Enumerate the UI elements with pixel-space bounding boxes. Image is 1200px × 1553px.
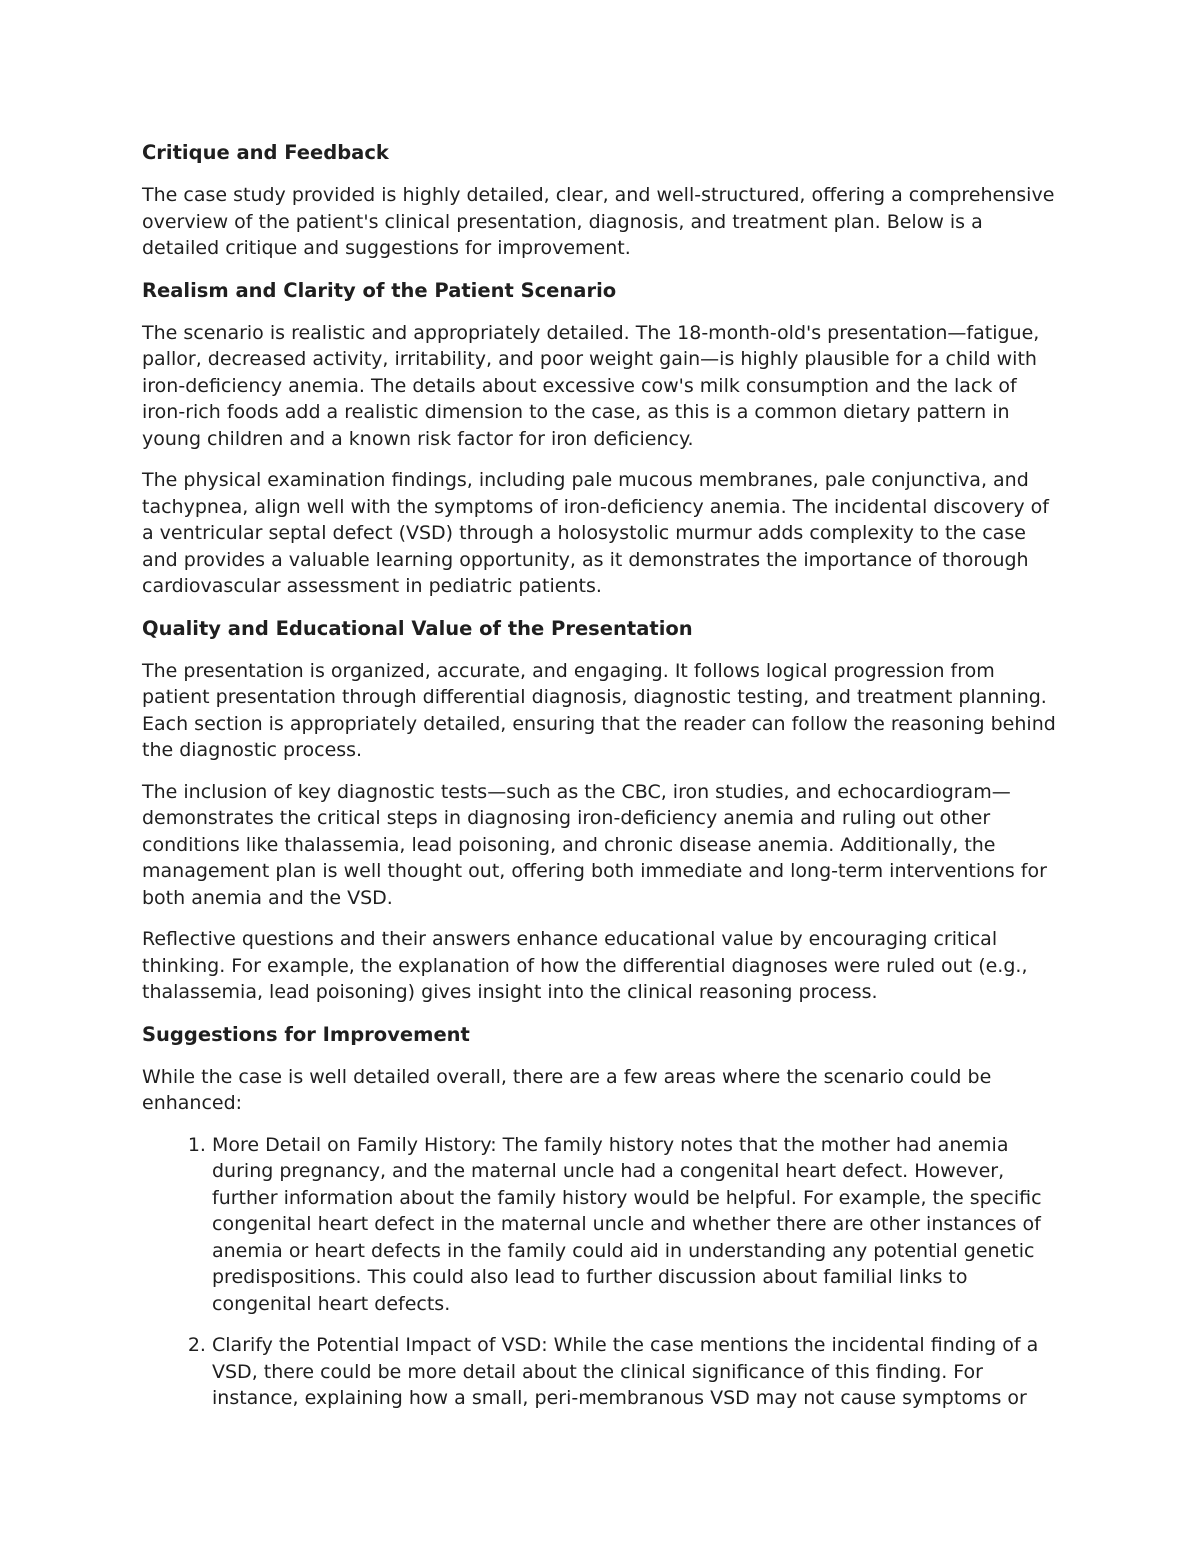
list-item-vsd-impact: 2. Clarify the Potential Impact of VSD: While the case mentions the incidental finding of a VSD, there could be more detail about the clinical significance of this finding. For instance, explaining how a small, peri-membranous VSD may not cause symptoms or	[212, 1332, 1058, 1412]
list-item-family-history: 1. More Detail on Family History: The family history notes that the mother had anemia during pregnancy, and the maternal uncle had a congenital heart defect. However, further information about the family history would be helpful. For example, the specific congenital heart defect in the maternal uncle and whether there are other instances of anemia or heart defects in the family could aid in understanding any potential genetic predispositions. This could also lead to further discussion about familial links to congenital heart defects.	[212, 1132, 1058, 1318]
paragraph-physical-exam: The physical examination findings, including pale mucous membranes, pale conjunctiva, and tachypnea, align well with the symptoms of iron-deficiency anemia. The incidental discovery of a ventricular septal defect (VSD) through a holosystolic murmur adds complexity to the case and provides a valuable learning opportunity, as it demonstrates the importance of thorough cardiovascular assessment in pediatric patients.	[142, 469, 1049, 597]
paragraph-scenario: The scenario is realistic and appropriately detailed. The 18-month-old's presentation—fatigue, pallor, decreased activity, irritability, and poor weight gain—is highly plausible for a child with iron-deficiency anemia. The details about excessive cow's milk consumption and the lack of iron-rich foods add a realistic dimension to the case, as this is a common dietary pattern in young children and a known risk factor for iron deficiency.	[142, 321, 1040, 450]
suggestions-list	[142, 1132, 1058, 1412]
section-heading-quality: Quality and Educational Value of the Presentation	[142, 616, 693, 640]
section-heading-realism: Realism and Clarity of the Patient Scenario	[142, 278, 617, 302]
section-heading-suggestions: Suggestions for Improvement	[142, 1022, 470, 1046]
paragraph-diagnostic-tests: The inclusion of key diagnostic tests—such as the CBC, iron studies, and echocardiogram—demonstrates the critical steps in diagnosing iron-deficiency anemia and ruling out other conditions like thalassemia, lead poisoning, and chronic disease anemia. Additionally, the management plan is well thought out, offering both immediate and long-term interventions for both anemia and the VSD.	[142, 780, 1047, 909]
paragraph-presentation: The presentation is organized, accurate, and engaging. It follows logical progression from patient presentation through differential diagnosis, diagnostic testing, and treatment planning. Each section is appropriately detailed, ensuring that the reader can follow the reasoning behind the diagnostic process.	[142, 659, 1056, 761]
document-page	[142, 139, 1058, 1427]
section-heading-critique: Critique and Feedback	[142, 141, 389, 164]
paragraph-intro: The case study provided is highly detailed, clear, and well-structured, offering a comprehensive overview of the patient's clinical presentation, diagnosis, and treatment plan. Below is a detailed critique and suggestions for improvement.	[142, 184, 1055, 259]
paragraph-suggestions-intro: While the case is well detailed overall, there are a few areas where the scenario could be enhanced:	[142, 1065, 992, 1114]
paragraph-reflective-questions: Reflective questions and their answers enhance educational value by encouraging critical thinking. For example, the explanation of how the differential diagnoses were ruled out (e.g., thalassemia, lead poisoning) gives insight into the clinical reasoning process.	[142, 928, 1028, 1003]
